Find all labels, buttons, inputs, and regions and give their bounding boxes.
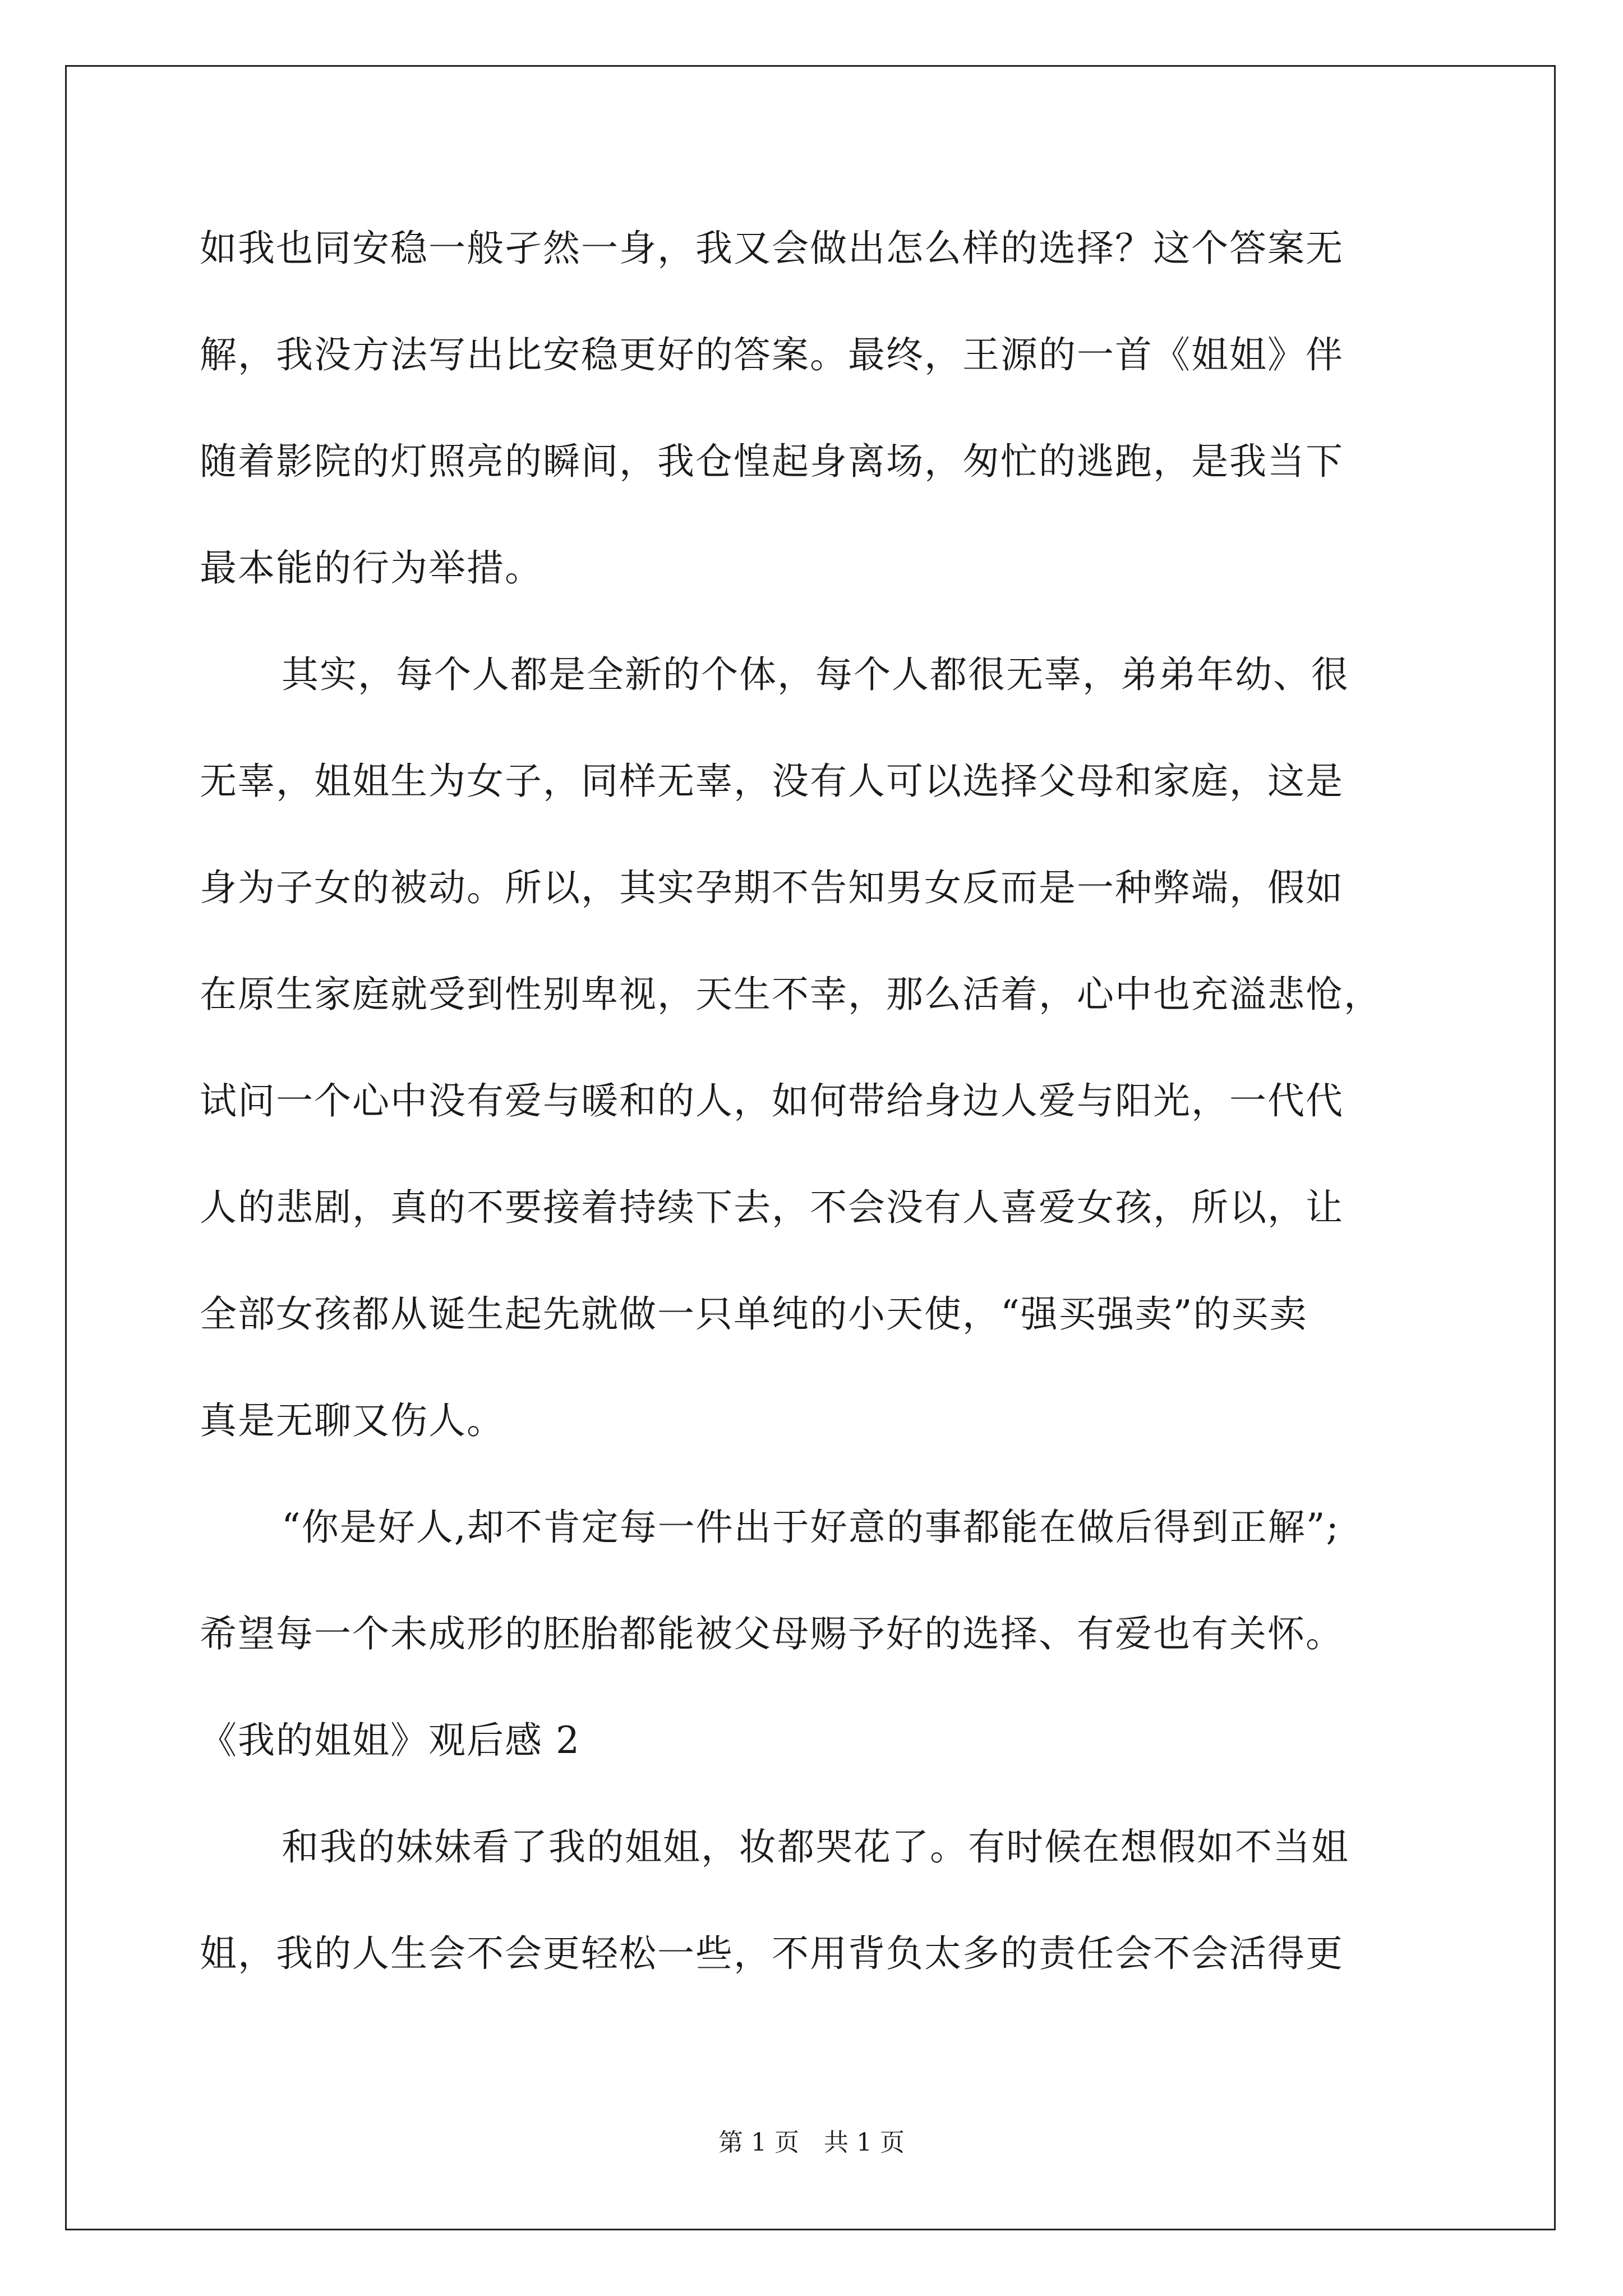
text-line: “你是好人,却不肯定每一件出于好意的事都能在做后得到正解”; — [282, 1506, 1340, 1549]
text-line: 希望每一个未成形的胚胎都能被父母赐予好的选择、有爱也有关怀。 — [200, 1612, 1344, 1655]
section-heading: 《我的姐姐》观后感 2 — [200, 1719, 580, 1762]
text-line: 随着影院的灯照亮的瞬间，我仓惶起身离场，匆忙的逃跑，是我当下 — [200, 440, 1344, 483]
text-line: 全部女孩都从诞生起先就做一只单纯的小天使，“强买强卖”的买卖 — [200, 1292, 1308, 1336]
text-line: 真是无聊又伤人。 — [200, 1399, 505, 1442]
text-line: 和我的妹妹看了我的姐姐，妆都哭花了。有时候在想假如不当姐 — [282, 1825, 1349, 1869]
text-line: 如我也同安稳一般孑然一身，我又会做出怎么样的选择？这个答案无 — [200, 227, 1344, 270]
text-line: 解，我没方法写出比安稳更好的答案。最终，王源的一首《姐姐》伴 — [200, 333, 1344, 376]
text-line: 在原生家庭就受到性别卑视，天生不幸，那么活着，心中也充溢悲怆， — [200, 973, 1382, 1016]
text-line: 身为子女的被动。所以，其实孕期不告知男女反而是一种弊端，假如 — [200, 866, 1344, 909]
text-line: 其实，每个人都是全新的个体，每个人都很无辜，弟弟年幼、很 — [282, 653, 1349, 696]
text-line: 姐，我的人生会不会更轻松一些，不用背负太多的责任会不会活得更 — [200, 1932, 1344, 1975]
text-line: 人的悲剧，真的不要接着持续下去，不会没有人喜爱女孩，所以，让 — [200, 1186, 1344, 1229]
text-line: 最本能的行为举措。 — [200, 546, 543, 590]
text-line: 试问一个心中没有爱与暖和的人，如何带给身边人爱与阳光，一代代 — [200, 1079, 1344, 1122]
document-body — [200, 195, 1436, 2007]
text-line: 无辜，姐姐生为女子，同样无辜，没有人可以选择父母和家庭，这是 — [200, 760, 1344, 803]
page-footer: 第 1 页 共 1 页 — [718, 2128, 905, 2157]
